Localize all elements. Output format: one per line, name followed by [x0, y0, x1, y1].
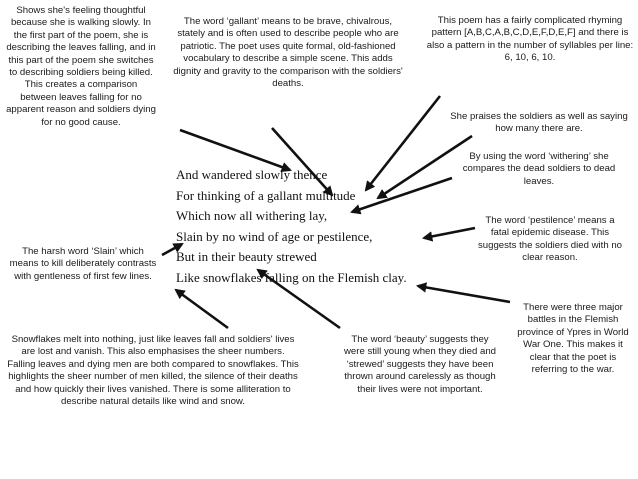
annotation-snowflakes: Snowflakes melt into nothing, just like leaves fall and soldiers' lives are lost and vanish. This also emphasises the sheer numbers. Falling leaves and dying men are both compared to snowflakes. This highlights the sheer number of men killed, the silence of their deaths and how quickly their lives vanished. There is some alliteration to describe natural details like wind and snow. [7, 334, 299, 408]
arrow-flemish [418, 286, 510, 302]
annotation-pestilence: The word ‘pestilence’ means a fatal epidemic disease. This suggests the soldiers died with no clear reason. [478, 215, 622, 264]
annotation-praises-soldiers: She praises the soldiers as well as saying how many there are. [450, 111, 628, 135]
arrow-rhyming [366, 96, 440, 190]
poem-line: And wandered slowly thence [176, 167, 328, 182]
arrow-slain [162, 244, 182, 255]
arrow-leaves-falling [180, 130, 290, 170]
poem-line: Like snowflakes falling on the Flemish clay. [176, 269, 407, 285]
annotation-beauty: The word ‘beauty’ suggests they were still young when they died and ‘strewed’ suggests they have been thrown around carelessly as though their lives were not important. [344, 334, 496, 395]
arrow-gallant [272, 128, 332, 195]
arrow-praises [378, 136, 472, 198]
poem-line: For thinking of a gallant multitude [176, 187, 356, 203]
annotation-flemish: There were three major battles in the Flemish province of Ypres in World War One. This makes it clear that the poet is referring to the war. [517, 302, 629, 376]
annotation-withering: By using the word ‘withering’ she compares the dead soldiers to dead leaves. [462, 151, 616, 187]
poem-line: Which now all withering lay, [176, 208, 328, 223]
annotation-rhyming-pattern: This poem has a fairly complicated rhyming pattern [A,B,C,A,B,C,D,E,F,D,E,F] and there is also a pattern in the number of syllables per line: 6, 10, 6, 10. [426, 15, 634, 64]
poem-line: Slain by no wind of age or pestilence, [176, 228, 373, 244]
arrow-beauty [258, 270, 340, 328]
annotation-leaves-falling: Shows she's feeling thoughtful because she is walking slowly. In the first part of the poem, she is describing the leaves falling, and in this part of the poem she switches to describing soldiers being killed. This creates a comparison between leaves falling for no apparent reason and soldiers dying for no good cause. [6, 5, 156, 128]
annotation-slain: The harsh word ‘Slain’ which means to kill deliberately contrasts with gentleness of first few lines. [9, 246, 157, 282]
arrow-snowflakes [176, 290, 228, 328]
poem-line: But in their beauty strewed [176, 249, 317, 264]
annotation-gallant: The word ‘gallant’ means to be brave, chivalrous, stately and is often used to describe people who are patriotic. The poet uses quite formal, old-fashioned vocabulary to describe a simple scene. This adds dignity and gravity to the comparison with the soldiers' deaths. [173, 16, 403, 90]
arrow-pestilence [424, 228, 475, 238]
